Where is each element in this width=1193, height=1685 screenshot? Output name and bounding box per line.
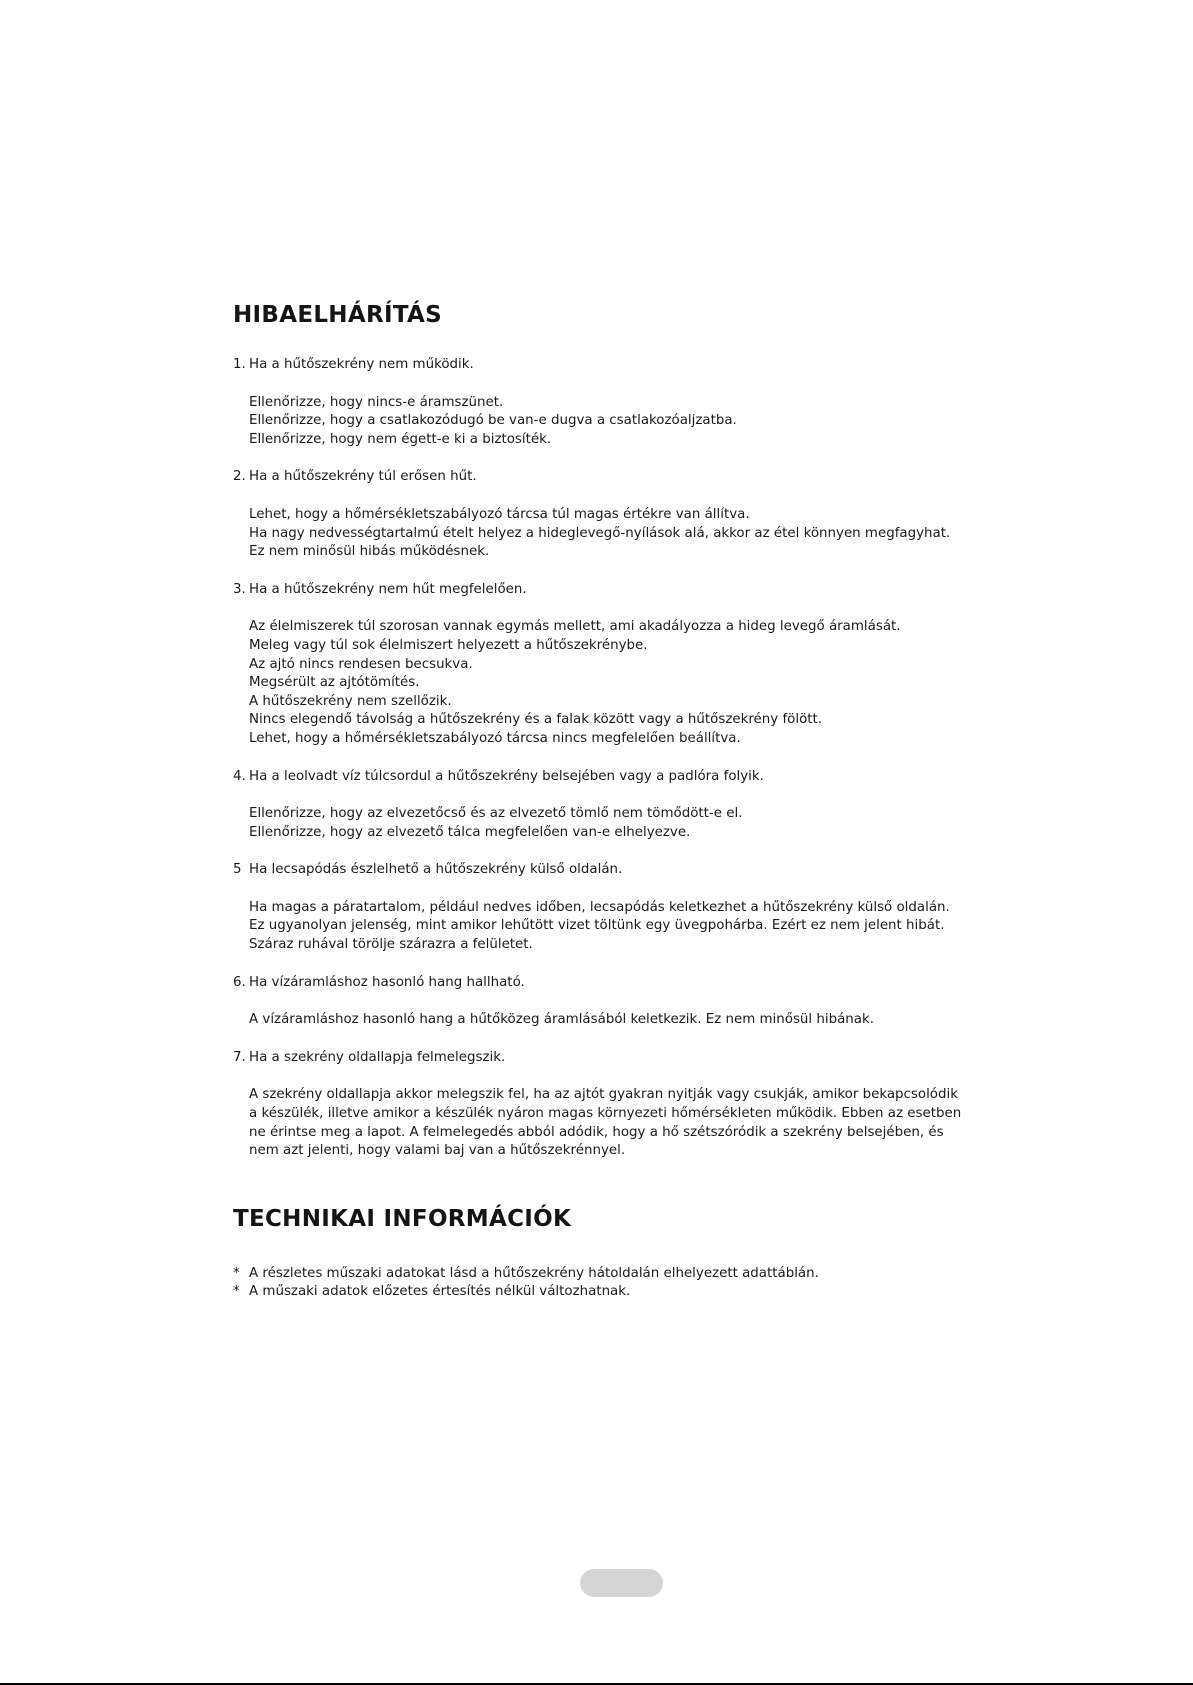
item-question: Ha a hűtőszekrény túl erősen hűt. <box>249 469 477 485</box>
item-question: Ha a leolvadt víz túlcsordul a hűtőszekrény belsejében vagy a padlóra folyik. <box>249 768 764 784</box>
troubleshooting-item <box>233 974 963 1030</box>
page-content <box>233 296 963 1302</box>
answer-line: Lehet, hogy a hőmérsékletszabályozó tárcsa túl magas értékre van állítva. <box>249 506 750 522</box>
technical-info-item <box>233 1283 963 1302</box>
answer-line: Ellenőrizze, hogy a csatlakozódugó be van-e dugva a csatlakozóaljzatba. <box>249 413 737 429</box>
item-heading <box>233 768 963 787</box>
answer-line: Az ajtó nincs rendesen becsukva. <box>249 656 473 672</box>
answer-line: Ez ugyanolyan jelenség, mint amikor lehűtött vizet töltünk egy üvegpohárba. Ezért ez nem jelent hibát. <box>249 918 945 934</box>
item-heading <box>233 468 963 487</box>
answer-line: Ha magas a páratartalom, például nedves időben, lecsapódás keletkezhet a hűtőszekrény külső oldalán. <box>249 899 950 915</box>
item-answers <box>249 394 963 450</box>
item-answers <box>249 1011 963 1030</box>
troubleshooting-item <box>233 581 963 749</box>
technical-info-list <box>233 1265 963 1302</box>
technical-info-text: A részletes műszaki adatokat lásd a hűtőszekrény hátoldalán elhelyezett adattáblán. <box>249 1265 819 1281</box>
item-question: Ha vízáramláshoz hasonló hang hallható. <box>249 974 525 990</box>
troubleshooting-item <box>233 1049 963 1161</box>
item-question: Ha lecsapódás észlelhető a hűtőszekrény külső oldalán. <box>249 862 623 878</box>
answer-line: Az élelmiszerek túl szorosan vannak egymás mellett, ami akadályozza a hideg levegő áramlását. <box>249 619 901 635</box>
item-number: 2. <box>233 469 246 485</box>
item-number: 6. <box>233 974 246 990</box>
answer-line: Ellenőrizze, hogy az elvezetőcső és az elvezető tömlő nem tömődött-e el. <box>249 806 743 822</box>
answer-line: A hűtőszekrény nem szellőzik. <box>249 693 452 709</box>
item-answers <box>249 506 963 562</box>
asterisk-bullet: * <box>233 1265 240 1281</box>
answer-line: Ellenőrizze, hogy az elvezető tálca megfelelően van-e elhelyezve. <box>249 824 691 840</box>
item-number: 1. <box>233 357 246 372</box>
answer-line: Megsérült az ajtótömítés. <box>249 675 420 691</box>
technical-info-item <box>233 1265 963 1284</box>
item-heading <box>233 974 963 993</box>
asterisk-bullet: * <box>233 1284 240 1300</box>
answer-line: Száraz ruhával törölje szárazra a felületet. <box>249 937 533 953</box>
item-number: 5 <box>233 862 242 878</box>
item-question: Ha a szekrény oldallapja felmelegszik. <box>249 1049 506 1065</box>
item-number: 7. <box>233 1049 246 1065</box>
page-number-pill <box>580 1569 663 1597</box>
item-heading <box>233 356 963 375</box>
item-heading <box>233 581 963 600</box>
troubleshooting-title: HIBAELHÁRÍTÁS <box>233 302 442 328</box>
item-heading <box>233 1049 963 1068</box>
answer-line: Nincs elegendő távolság a hűtőszekrény és a falak között vagy a hűtőszekrény fölött. <box>249 712 823 728</box>
item-question: Ha a hűtőszekrény nem működik. <box>249 357 474 372</box>
item-number: 3. <box>233 581 246 597</box>
troubleshooting-item <box>233 356 963 449</box>
troubleshooting-item <box>233 468 963 561</box>
item-number: 4. <box>233 768 246 784</box>
answer-line: Ha nagy nedvességtartalmú ételt helyez a hideglevegő-nyílások alá, akkor az étel könnyen megfagyhat. <box>249 525 951 541</box>
technical-info-text: A műszaki adatok előzetes értesítés nélkül változhatnak. <box>249 1284 631 1300</box>
technical-info-title: TECHNIKAI INFORMÁCIÓK <box>233 1205 572 1232</box>
answer-line: Ellenőrizze, hogy nem égett-e ki a biztosíték. <box>249 431 552 447</box>
item-answers <box>249 899 963 955</box>
answer-paragraph: A szekrény oldallapja akkor melegszik fel, ha az ajtót gyakran nyitják vagy csukják, amikor bekapcsolódik a készülék, illetve amikor a készülék nyáron magas környezeti hőmérsékleten működik. Ebben az esetben ne érintse meg a lapot. A felmelegedés abból adódik, hogy a hő szétszóródik a szekrény belsejében, és nem azt jelenti, hogy valami baj van a hűtőszekrénnyel. <box>249 1087 962 1159</box>
answer-line: Lehet, hogy a hőmérsékletszabályozó tárcsa nincs megfelelően beállítva. <box>249 730 741 746</box>
troubleshooting-list <box>233 356 963 1161</box>
item-question: Ha a hűtőszekrény nem hűt megfelelően. <box>249 581 527 597</box>
item-answers <box>249 1086 963 1160</box>
item-heading <box>233 861 963 880</box>
answer-line: Ellenőrizze, hogy nincs-e áramszünet. <box>249 394 504 410</box>
troubleshooting-item <box>233 861 963 954</box>
answer-line: A vízáramláshoz hasonló hang a hűtőközeg áramlásából keletkezik. Ez nem minősül hibának. <box>249 1012 875 1028</box>
item-answers <box>249 618 963 748</box>
item-answers <box>249 805 963 842</box>
answer-line: Ez nem minősül hibás működésnek. <box>249 544 490 560</box>
troubleshooting-item <box>233 768 963 843</box>
answer-line: Meleg vagy túl sok élelmiszert helyezett a hűtőszekrénybe. <box>249 637 648 653</box>
